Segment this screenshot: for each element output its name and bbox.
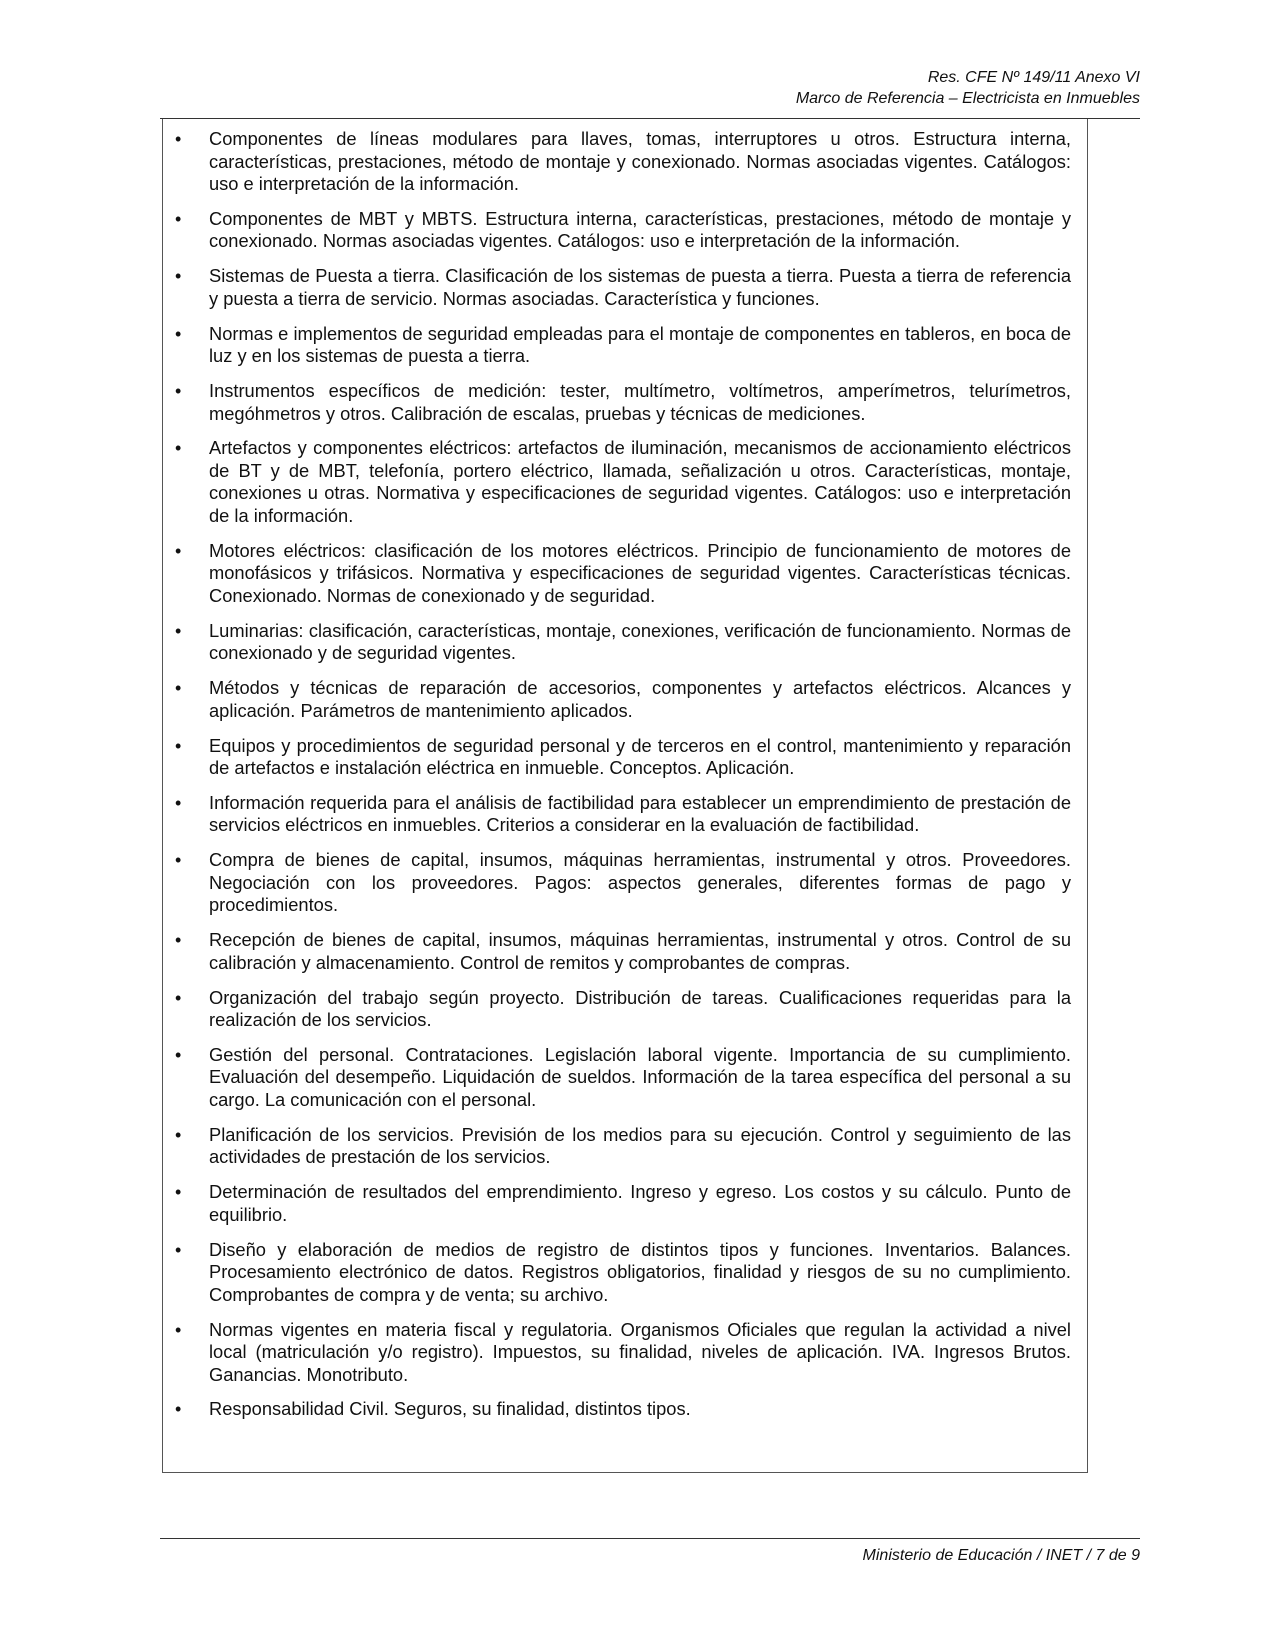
bullet-icon: •: [175, 266, 182, 287]
list-item-text: Recepción de bienes de capital, insumos, máquinas herramientas, instrumental y otros. Control de su calibración y almacenamiento. Control de remitos y comprobantes de compras.: [209, 929, 1071, 973]
list-item: [163, 1319, 1087, 1387]
page-header: [796, 67, 1140, 109]
footer-divider: [160, 1538, 1140, 1539]
list-item: [163, 323, 1087, 368]
bullet-icon: •: [175, 129, 182, 149]
list-item: [163, 1044, 1087, 1112]
list-item-text: Sistemas de Puesta a tierra. Clasificación de los sistemas de puesta a tierra. Puesta a tierra de referencia y puesta a tierra de servicio. Normas asociadas. Característica y funciones.: [209, 265, 1071, 309]
bullet-icon: •: [175, 208, 182, 229]
list-item: [163, 1124, 1087, 1169]
list-item-text: Artefactos y componentes eléctricos: artefactos de iluminación, mecanismos de accionamiento eléctricos de BT y de MBT, telefonía, portero eléctrico, llamada, señalización u otros. Características, montaje, conexiones u otras. Normativa y especificaciones de seguridad vigentes. Catálogos: uso e interpretación de la información.: [209, 437, 1071, 526]
list-item: [163, 792, 1087, 837]
bullet-icon: •: [175, 438, 182, 459]
list-item-text: Determinación de resultados del emprendimiento. Ingreso y egreso. Los costos y su cálculo. Punto de equilibrio.: [209, 1181, 1071, 1225]
list-item: [163, 1398, 1087, 1421]
bullet-icon: •: [175, 1319, 182, 1340]
bullet-icon: •: [175, 792, 182, 813]
list-item: [163, 677, 1087, 722]
list-item-text: Gestión del personal. Contrataciones. Legislación laboral vigente. Importancia de su cumplimiento. Evaluación del desempeño. Liquidación de sueldos. Información de la tarea específica del personal a su cargo. La comunicación con el personal.: [209, 1043, 1071, 1110]
list-item-text: Organización del trabajo según proyecto. Distribución de tareas. Cualificaciones requeridas para la realización de los servicios.: [209, 986, 1071, 1031]
list-item: [163, 1181, 1087, 1226]
header-resolution: Res. CFE Nº 149/11 Anexo VI: [927, 69, 1140, 86]
list-item-text: Planificación de los servicios. Previsión de los medios para su ejecución. Control y seguimiento de las actividades de prestación de los servicios.: [209, 1123, 1071, 1168]
page-footer: Ministerio de Educación / INET / 7 de 9: [862, 1547, 1140, 1564]
list-item: [163, 437, 1087, 527]
list-item-text: Métodos y técnicas de reparación de accesorios, componentes y artefactos eléctricos. Alcances y aplicación. Parámetros de mantenimiento aplicados.: [209, 677, 1071, 721]
list-item-text: Normas vigentes en materia fiscal y regulatoria. Organismos Oficiales que regulan la actividad a nivel local (matriculación y/o registro). Impuestos, su finalidad, niveles de aplicación. IVA. Ingresos Brutos. Ganancias. Monotributo.: [209, 1318, 1071, 1385]
list-item: [163, 987, 1087, 1032]
bullet-icon: •: [175, 1044, 182, 1065]
bullet-icon: •: [175, 678, 182, 699]
list-item: [163, 540, 1087, 608]
list-item: [163, 265, 1087, 310]
list-item-text: Normas e implementos de seguridad empleadas para el montaje de componentes en tableros, en boca de luz y en los sistemas de puesta a tierra.: [209, 322, 1071, 367]
bullet-icon: •: [175, 987, 182, 1008]
bullet-icon: •: [175, 381, 182, 402]
list-item: [163, 849, 1087, 917]
bullet-icon: •: [175, 323, 182, 344]
header-document-title: Marco de Referencia – Electricista en Inmuebles: [795, 90, 1140, 107]
list-item: [163, 380, 1087, 425]
list-item-text: Responsabilidad Civil. Seguros, su finalidad, distintos tipos.: [209, 1398, 691, 1420]
list-item-text: Compra de bienes de capital, insumos, máquinas herramientas, instrumental y otros. Proveedores. Negociación con los proveedores. Pagos: aspectos generales, diferentes formas de pago y procedimientos.: [209, 849, 1071, 916]
list-item-text: Motores eléctricos: clasificación de los motores eléctricos. Principio de funcionamiento de motores de monofásicos y trifásicos. Normativa y especificaciones de seguridad vigentes. Características técnicas. Conexionado. Normas de conexionado y de seguridad.: [209, 539, 1071, 606]
content-bullet-list: [163, 119, 1087, 1421]
bullet-icon: •: [175, 1124, 182, 1145]
bullet-icon: •: [175, 735, 182, 756]
list-item-text: Luminarias: clasificación, características, montaje, conexiones, verificación de funcionamiento. Normas de conexionado y de seguridad vigentes.: [209, 619, 1071, 664]
list-item: [163, 208, 1087, 253]
list-item-text: Componentes de MBT y MBTS. Estructura interna, características, prestaciones, método de montaje y conexionado. Normas asociadas vigentes. Catálogos: uso e interpretación de la información.: [209, 207, 1071, 252]
bullet-icon: •: [175, 1239, 182, 1260]
list-item-text: Diseño y elaboración de medios de registro de distintos tipos y funciones. Inventarios. Balances. Procesamiento electrónico de datos. Registros obligatorios, finalidad y riesgos de su no cumplimiento. Comprobantes de compra y de venta; su archivo.: [209, 1238, 1071, 1305]
list-item-text: Instrumentos específicos de medición: tester, multímetro, voltímetros, amperímetros, telurímetros, megóhmetros y otros. Calibración de escalas, pruebas y técnicas de mediciones.: [209, 380, 1071, 424]
list-item-text: Equipos y procedimientos de seguridad personal y de terceros en el control, mantenimiento y reparación de artefactos e instalación eléctrica en inmueble. Conceptos. Aplicación.: [209, 734, 1071, 779]
bullet-icon: •: [175, 540, 182, 561]
bullet-icon: •: [175, 620, 182, 641]
bullet-icon: •: [175, 930, 182, 951]
list-item: [163, 128, 1087, 196]
bullet-icon: •: [175, 1182, 182, 1203]
list-item: [163, 1239, 1087, 1307]
list-item: [163, 929, 1087, 974]
list-item: [163, 735, 1087, 780]
content-frame: [162, 119, 1088, 1473]
bullet-icon: •: [175, 1399, 182, 1420]
list-item-text: Información requerida para el análisis de factibilidad para establecer un emprendimiento de prestación de servicios eléctricos en inmuebles. Criterios a considerar en la evaluación de factibilidad.: [209, 791, 1071, 836]
bullet-icon: •: [175, 850, 182, 871]
list-item-text: Componentes de líneas modulares para llaves, tomas, interruptores u otros. Estructura interna, características, prestaciones, método de montaje y conexionado. Normas asociadas vigentes. Catálogos: uso e interpretación de la información.: [209, 128, 1071, 194]
list-item: [163, 620, 1087, 665]
